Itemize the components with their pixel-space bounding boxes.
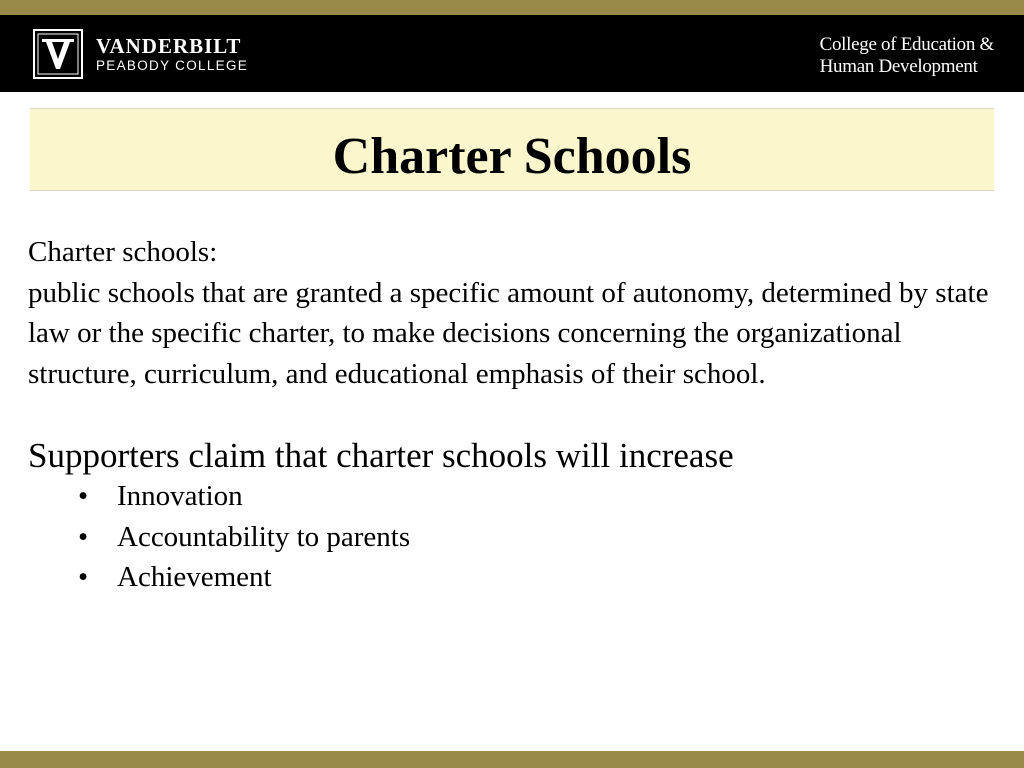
college-name [820,34,994,78]
list-item-text: Innovation [117,480,243,512]
list-item-text: Accountability to parents [117,520,411,553]
definition-heading: Charter schools: [28,236,218,268]
bullet-icon: • [78,480,89,512]
bullet-icon: • [78,520,89,553]
title-band [30,108,994,191]
vanderbilt-logo-icon [33,29,83,79]
definition-paragraph [28,232,998,394]
header-banner [0,15,1024,92]
slide-body [28,232,998,598]
supporters-claim: Supporters claim that charter schools will increase [28,436,734,475]
brand-name: VANDERBILT [96,34,242,58]
slide-title: Charter Schools [332,128,692,185]
bottom-gold-bar [0,751,1024,768]
bullet-icon: • [78,561,89,593]
list-item-text: Achievement [117,561,272,593]
brand-subtitle: PEABODY COLLEGE [96,58,249,73]
list-item [28,557,998,598]
college-name-line2: Human Development [819,56,978,77]
benefits-list [28,476,998,598]
college-name-line1: College of Education & [819,34,994,55]
top-gold-bar [0,0,1024,15]
definition-body: public schools that are granted a specific amount of autonomy, determined by state law or the specific charter, to make decisions concerning the organizational structure, curriculum, and educational emphasis of their school. [28,276,989,390]
list-item [28,517,998,558]
list-item [28,476,998,517]
brand-block [96,35,248,74]
